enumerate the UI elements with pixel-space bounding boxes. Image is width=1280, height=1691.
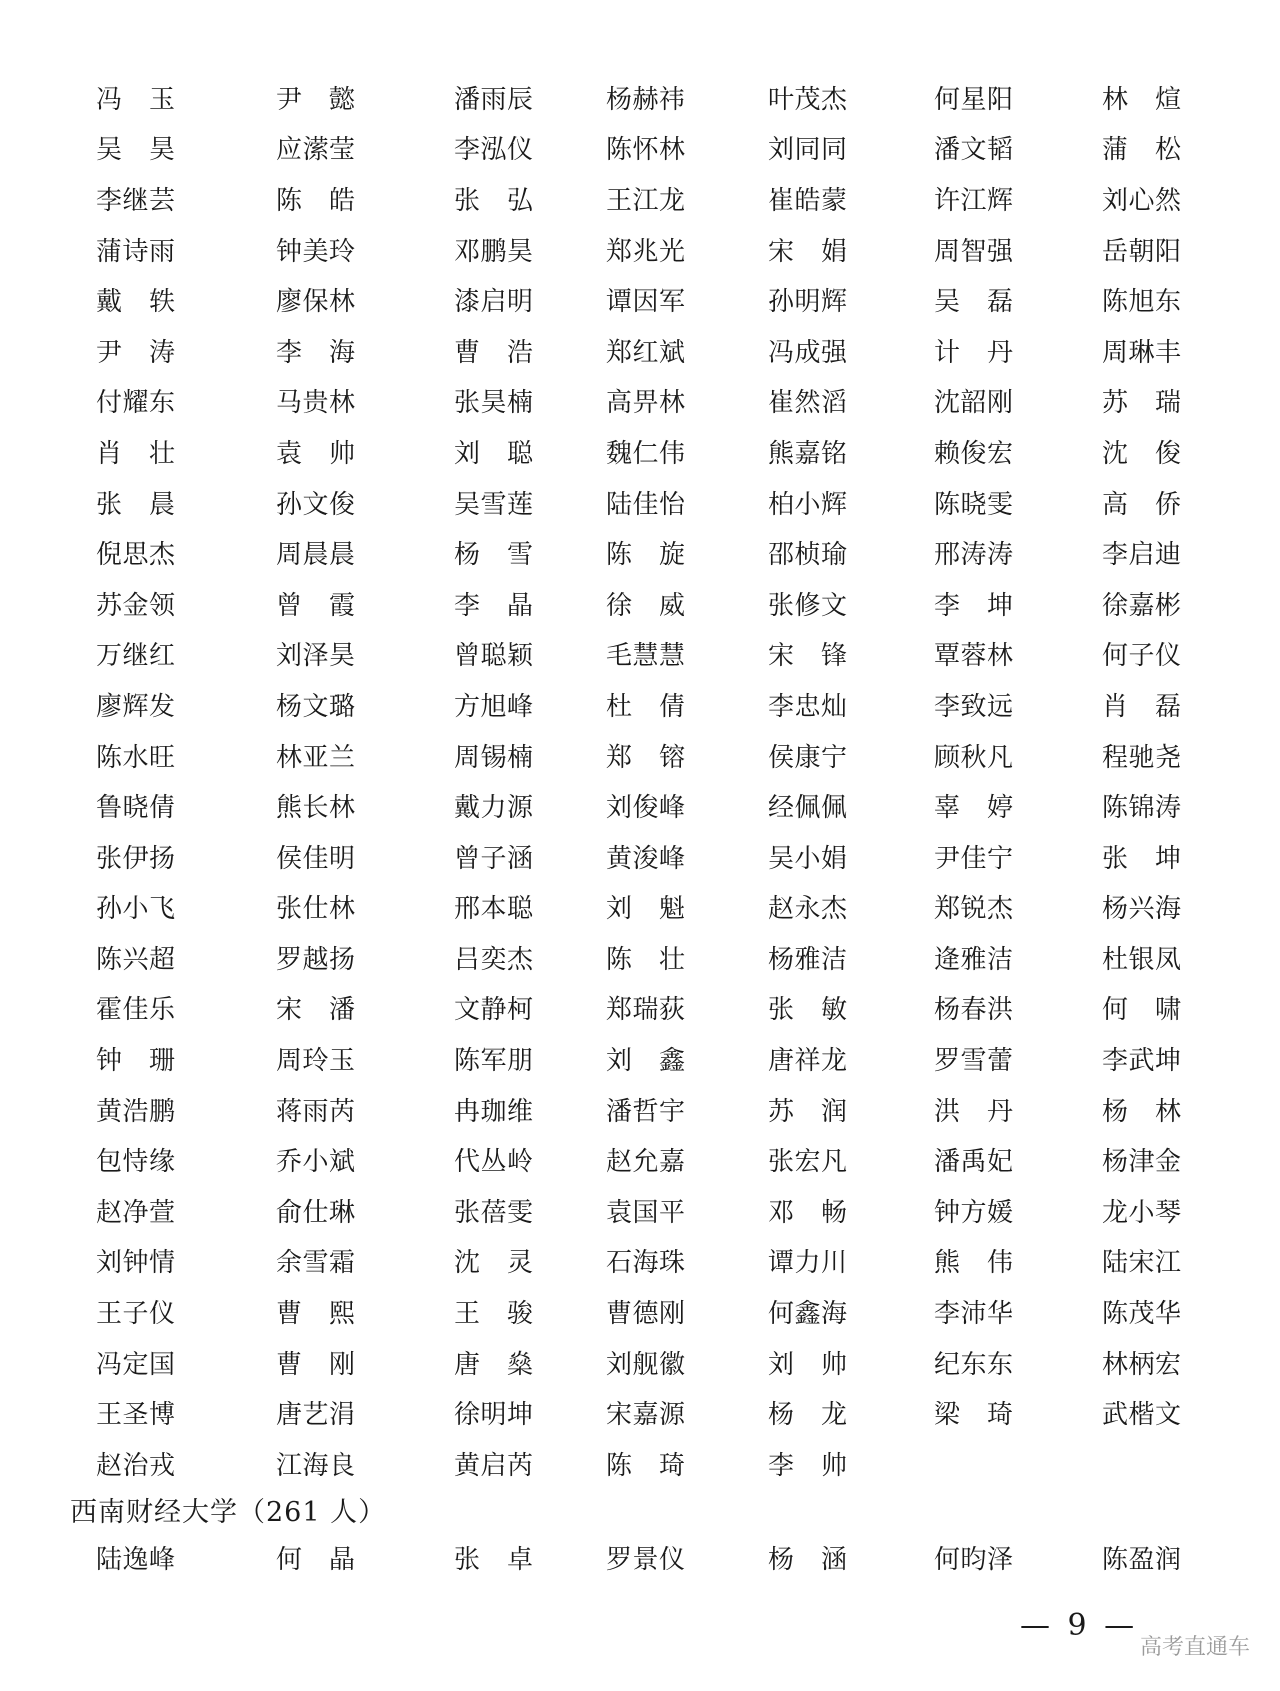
person-name: 赵永杰 bbox=[768, 894, 848, 925]
person-name: 周锡楠 bbox=[454, 742, 534, 773]
person-name: 何星阳 bbox=[934, 84, 1014, 115]
person-name: 杨 龙 bbox=[768, 1400, 848, 1431]
person-name: 张宏凡 bbox=[768, 1147, 848, 1178]
person-name: 苏金领 bbox=[96, 590, 176, 621]
person-name: 乔小斌 bbox=[276, 1147, 356, 1178]
person-name: 岳朝阳 bbox=[1102, 236, 1182, 267]
person-name: 吴 磊 bbox=[934, 287, 1014, 318]
person-name: 曹 刚 bbox=[276, 1349, 356, 1380]
person-name: 刘钟情 bbox=[96, 1248, 176, 1279]
person-name: 徐明坤 bbox=[454, 1400, 534, 1431]
name-row bbox=[96, 1134, 1216, 1185]
person-name: 苏 润 bbox=[768, 1096, 848, 1127]
names-grid bbox=[96, 72, 1216, 1489]
person-name: 曾聪颖 bbox=[454, 641, 534, 672]
name-row bbox=[96, 679, 1216, 730]
person-name: 周琳丰 bbox=[1102, 337, 1182, 368]
section-names-grid bbox=[96, 1532, 1216, 1583]
person-name: 李武坤 bbox=[1102, 1046, 1182, 1077]
person-name: 杨 涵 bbox=[768, 1544, 848, 1575]
person-name: 杨兴海 bbox=[1102, 894, 1182, 925]
person-name: 何鑫海 bbox=[768, 1299, 848, 1330]
person-name: 覃蓉林 bbox=[934, 641, 1014, 672]
person-name: 沈 俊 bbox=[1102, 438, 1182, 469]
person-name: 李忠灿 bbox=[768, 691, 848, 722]
name-row bbox=[96, 882, 1216, 933]
person-name: 陈兴超 bbox=[96, 944, 176, 975]
person-name: 赖俊宏 bbox=[934, 438, 1014, 469]
person-name: 吕奕杰 bbox=[454, 944, 534, 975]
person-name: 潘禹妃 bbox=[934, 1147, 1014, 1178]
person-name: 刘心然 bbox=[1102, 185, 1182, 216]
person-name: 崔然滔 bbox=[768, 388, 848, 419]
person-name: 曾子涵 bbox=[454, 843, 534, 874]
person-name: 叶茂杰 bbox=[768, 84, 848, 115]
name-row bbox=[96, 1185, 1216, 1236]
person-name: 钟方媛 bbox=[934, 1197, 1014, 1228]
person-name: 蒲诗雨 bbox=[96, 236, 176, 267]
person-name: 刘舰徽 bbox=[606, 1349, 686, 1380]
person-name: 宋 锋 bbox=[768, 641, 848, 672]
name-row bbox=[96, 578, 1216, 629]
person-name: 李泓仪 bbox=[454, 135, 534, 166]
person-name: 张 敏 bbox=[768, 995, 848, 1026]
person-name: 付耀东 bbox=[96, 388, 176, 419]
person-name: 马贵林 bbox=[276, 388, 356, 419]
person-name: 尹 涛 bbox=[96, 337, 176, 368]
person-name: 高畀林 bbox=[606, 388, 686, 419]
person-name: 孙文俊 bbox=[276, 489, 356, 520]
person-name: 杨赫祎 bbox=[606, 84, 686, 115]
person-name: 崔皓蒙 bbox=[768, 185, 848, 216]
person-name: 袁 帅 bbox=[276, 438, 356, 469]
name-row bbox=[96, 477, 1216, 528]
name-row bbox=[96, 173, 1216, 224]
person-name: 郑红斌 bbox=[606, 337, 686, 368]
name-row bbox=[96, 527, 1216, 578]
person-name: 王子仪 bbox=[96, 1299, 176, 1330]
person-name: 毛慧慧 bbox=[606, 641, 686, 672]
person-name: 黄浩鹏 bbox=[96, 1096, 176, 1127]
person-name: 刘 鑫 bbox=[606, 1046, 686, 1077]
person-name: 张 坤 bbox=[1102, 843, 1182, 874]
person-name: 刘同同 bbox=[768, 135, 848, 166]
person-name: 霍佳乐 bbox=[96, 995, 176, 1026]
name-row bbox=[96, 72, 1216, 123]
person-name: 廖辉发 bbox=[96, 691, 176, 722]
person-name: 周玲玉 bbox=[276, 1046, 356, 1077]
name-row bbox=[96, 426, 1216, 477]
person-name: 李沛华 bbox=[934, 1299, 1014, 1330]
person-name: 苏 瑞 bbox=[1102, 388, 1182, 419]
person-name: 李 坤 bbox=[934, 590, 1014, 621]
person-name: 杨春洪 bbox=[934, 995, 1014, 1026]
person-name: 潘哲宇 bbox=[606, 1096, 686, 1127]
person-name: 罗越扬 bbox=[276, 944, 356, 975]
person-name: 谭因军 bbox=[606, 287, 686, 318]
person-name: 杜银凤 bbox=[1102, 944, 1182, 975]
person-name: 郑 镕 bbox=[606, 742, 686, 773]
person-name: 陈 壮 bbox=[606, 944, 686, 975]
person-name: 龙小琴 bbox=[1102, 1197, 1182, 1228]
person-name: 刘泽昊 bbox=[276, 641, 356, 672]
person-name: 徐嘉彬 bbox=[1102, 590, 1182, 621]
person-name: 唐艺涓 bbox=[276, 1400, 356, 1431]
person-name: 江海良 bbox=[276, 1450, 356, 1481]
person-name: 沈韶刚 bbox=[934, 388, 1014, 419]
person-name: 邓 畅 bbox=[768, 1197, 848, 1228]
person-name: 代丛岭 bbox=[454, 1147, 534, 1178]
person-name: 郑兆光 bbox=[606, 236, 686, 267]
person-name: 李致远 bbox=[934, 691, 1014, 722]
person-name: 刘 聪 bbox=[454, 438, 534, 469]
person-name: 张仕林 bbox=[276, 894, 356, 925]
person-name: 李 帅 bbox=[768, 1450, 848, 1481]
person-name: 余雪霜 bbox=[276, 1248, 356, 1279]
person-name: 赵净萱 bbox=[96, 1197, 176, 1228]
person-name: 应潆莹 bbox=[276, 135, 356, 166]
person-name: 杨津金 bbox=[1102, 1147, 1182, 1178]
person-name: 陆佳怡 bbox=[606, 489, 686, 520]
person-name: 潘雨辰 bbox=[454, 84, 534, 115]
person-name: 曾 霞 bbox=[276, 590, 356, 621]
person-name: 侯康宁 bbox=[768, 742, 848, 773]
person-name: 林 煊 bbox=[1102, 84, 1182, 115]
person-name: 黄浚峰 bbox=[606, 843, 686, 874]
person-name: 柏小辉 bbox=[768, 489, 848, 520]
person-name: 林柄宏 bbox=[1102, 1349, 1182, 1380]
person-name: 何 啸 bbox=[1102, 995, 1182, 1026]
person-name: 徐 威 bbox=[606, 590, 686, 621]
person-name: 鲁晓倩 bbox=[96, 793, 176, 824]
person-name: 周智强 bbox=[934, 236, 1014, 267]
person-name: 包恃缘 bbox=[96, 1147, 176, 1178]
name-row bbox=[96, 1084, 1216, 1135]
person-name: 李启迪 bbox=[1102, 540, 1182, 571]
person-name: 宋 娟 bbox=[768, 236, 848, 267]
name-row bbox=[96, 376, 1216, 427]
person-name: 蒋雨芮 bbox=[276, 1096, 356, 1127]
person-name: 尹 懿 bbox=[276, 84, 356, 115]
person-name: 沈 灵 bbox=[454, 1248, 534, 1279]
person-name: 李继芸 bbox=[96, 185, 176, 216]
person-name: 杨雅洁 bbox=[768, 944, 848, 975]
person-name: 张蓓雯 bbox=[454, 1197, 534, 1228]
person-name: 杨 雪 bbox=[454, 540, 534, 571]
name-row bbox=[96, 224, 1216, 275]
person-name: 俞仕琳 bbox=[276, 1197, 356, 1228]
person-name: 周晨晨 bbox=[276, 540, 356, 571]
person-name: 戴力源 bbox=[454, 793, 534, 824]
person-name: 孙明辉 bbox=[768, 287, 848, 318]
person-name: 吴 昊 bbox=[96, 135, 176, 166]
person-name: 刘 魁 bbox=[606, 894, 686, 925]
person-name: 梁 琦 bbox=[934, 1400, 1014, 1431]
person-name: 赵治戎 bbox=[96, 1450, 176, 1481]
person-name: 陆逸峰 bbox=[96, 1544, 176, 1575]
person-name: 陈 皓 bbox=[276, 185, 356, 216]
person-name: 倪思杰 bbox=[96, 540, 176, 571]
name-row bbox=[96, 831, 1216, 882]
person-name: 张 晨 bbox=[96, 489, 176, 520]
person-name: 陈军朋 bbox=[454, 1046, 534, 1077]
person-name: 冯定国 bbox=[96, 1349, 176, 1380]
person-name: 万继红 bbox=[96, 641, 176, 672]
person-name: 陈晓雯 bbox=[934, 489, 1014, 520]
person-name: 尹佳宁 bbox=[934, 843, 1014, 874]
person-name: 杨文璐 bbox=[276, 691, 356, 722]
person-name: 王江龙 bbox=[606, 185, 686, 216]
person-name: 冉珈维 bbox=[454, 1096, 534, 1127]
person-name: 洪 丹 bbox=[934, 1096, 1014, 1127]
person-name: 王 骏 bbox=[454, 1299, 534, 1330]
person-name: 陈茂华 bbox=[1102, 1299, 1182, 1330]
person-name: 曹 熙 bbox=[276, 1299, 356, 1330]
watermark-text: 高考直通车 bbox=[1140, 1635, 1251, 1660]
person-name: 许江辉 bbox=[934, 185, 1014, 216]
person-name: 熊 伟 bbox=[934, 1248, 1014, 1279]
person-name: 张修文 bbox=[768, 590, 848, 621]
name-row bbox=[96, 1387, 1216, 1438]
person-name: 程驰尧 bbox=[1102, 742, 1182, 773]
person-name: 张昊楠 bbox=[454, 388, 534, 419]
name-row bbox=[96, 274, 1216, 325]
person-name: 侯佳明 bbox=[276, 843, 356, 874]
person-name: 高 侨 bbox=[1102, 489, 1182, 520]
person-name: 刘俊峰 bbox=[606, 793, 686, 824]
name-row bbox=[96, 983, 1216, 1034]
person-name: 冯成强 bbox=[768, 337, 848, 368]
person-name: 陆宋江 bbox=[1102, 1248, 1182, 1279]
person-name: 廖保林 bbox=[276, 287, 356, 318]
person-name: 罗景仪 bbox=[606, 1544, 686, 1575]
name-row bbox=[96, 1438, 1216, 1489]
person-name: 肖 壮 bbox=[96, 438, 176, 469]
person-name: 袁国平 bbox=[606, 1197, 686, 1228]
person-name: 逄雅洁 bbox=[934, 944, 1014, 975]
person-name: 李 晶 bbox=[454, 590, 534, 621]
person-name: 林亚兰 bbox=[276, 742, 356, 773]
name-row bbox=[96, 123, 1216, 174]
person-name: 钟 珊 bbox=[96, 1046, 176, 1077]
person-name: 陈怀林 bbox=[606, 135, 686, 166]
person-name: 陈盈润 bbox=[1102, 1544, 1182, 1575]
person-name: 李 海 bbox=[276, 337, 356, 368]
person-name: 谭力川 bbox=[768, 1248, 848, 1279]
person-name: 赵允嘉 bbox=[606, 1147, 686, 1178]
name-row bbox=[96, 780, 1216, 831]
person-name: 刘 帅 bbox=[768, 1349, 848, 1380]
person-name: 曹 浩 bbox=[454, 337, 534, 368]
name-row bbox=[96, 932, 1216, 983]
person-name: 宋 潘 bbox=[276, 995, 356, 1026]
person-name: 戴 轶 bbox=[96, 287, 176, 318]
person-name: 杜 倩 bbox=[606, 691, 686, 722]
name-row bbox=[96, 1033, 1216, 1084]
person-name: 张 卓 bbox=[454, 1544, 534, 1575]
person-name: 唐 燊 bbox=[454, 1349, 534, 1380]
person-name: 邢本聪 bbox=[454, 894, 534, 925]
name-row bbox=[96, 730, 1216, 781]
person-name: 辜 婷 bbox=[934, 793, 1014, 824]
name-row bbox=[96, 325, 1216, 376]
person-name: 张 弘 bbox=[454, 185, 534, 216]
person-name: 郑锐杰 bbox=[934, 894, 1014, 925]
name-row bbox=[96, 1236, 1216, 1287]
person-name: 陈旭东 bbox=[1102, 287, 1182, 318]
person-name: 方旭峰 bbox=[454, 691, 534, 722]
person-name: 文静柯 bbox=[454, 995, 534, 1026]
person-name: 宋嘉源 bbox=[606, 1400, 686, 1431]
person-name: 潘文韬 bbox=[934, 135, 1014, 166]
person-name: 郑瑞荻 bbox=[606, 995, 686, 1026]
person-name: 石海珠 bbox=[606, 1248, 686, 1279]
name-row bbox=[96, 1337, 1216, 1388]
person-name: 计 丹 bbox=[934, 337, 1014, 368]
person-name: 杨 林 bbox=[1102, 1096, 1182, 1127]
person-name: 罗雪蕾 bbox=[934, 1046, 1014, 1077]
person-name: 唐祥龙 bbox=[768, 1046, 848, 1077]
person-name: 纪东东 bbox=[934, 1349, 1014, 1380]
person-name: 武楷文 bbox=[1102, 1400, 1182, 1431]
person-name: 孙小飞 bbox=[96, 894, 176, 925]
person-name: 魏仁伟 bbox=[606, 438, 686, 469]
person-name: 冯 玉 bbox=[96, 84, 176, 115]
person-name: 王圣博 bbox=[96, 1400, 176, 1431]
person-name: 吴雪莲 bbox=[454, 489, 534, 520]
person-name: 熊嘉铭 bbox=[768, 438, 848, 469]
person-name: 经佩佩 bbox=[768, 793, 848, 824]
page-number: — 9 — bbox=[1020, 1608, 1139, 1643]
name-row bbox=[96, 1286, 1216, 1337]
person-name: 漆启明 bbox=[454, 287, 534, 318]
person-name: 何 晶 bbox=[276, 1544, 356, 1575]
person-name: 陈 琦 bbox=[606, 1450, 686, 1481]
person-name: 何昀泽 bbox=[934, 1544, 1014, 1575]
person-name: 陈 旋 bbox=[606, 540, 686, 571]
name-row bbox=[96, 629, 1216, 680]
person-name: 邓鹏昊 bbox=[454, 236, 534, 267]
person-name: 陈锦涛 bbox=[1102, 793, 1182, 824]
section-heading: 西南财经大学（261 人） bbox=[70, 1497, 387, 1528]
person-name: 肖 磊 bbox=[1102, 691, 1182, 722]
person-name: 陈水旺 bbox=[96, 742, 176, 773]
person-name: 熊长林 bbox=[276, 793, 356, 824]
person-name: 何子仪 bbox=[1102, 641, 1182, 672]
name-row bbox=[96, 1532, 1216, 1583]
person-name: 邵桢瑜 bbox=[768, 540, 848, 571]
person-name: 顾秋凡 bbox=[934, 742, 1014, 773]
person-name: 钟美玲 bbox=[276, 236, 356, 267]
person-name: 邢涛涛 bbox=[934, 540, 1014, 571]
person-name: 吴小娟 bbox=[768, 843, 848, 874]
person-name: 张伊扬 bbox=[96, 843, 176, 874]
person-name: 曹德刚 bbox=[606, 1299, 686, 1330]
person-name: 蒲 松 bbox=[1102, 135, 1182, 166]
person-name: 黄启芮 bbox=[454, 1450, 534, 1481]
